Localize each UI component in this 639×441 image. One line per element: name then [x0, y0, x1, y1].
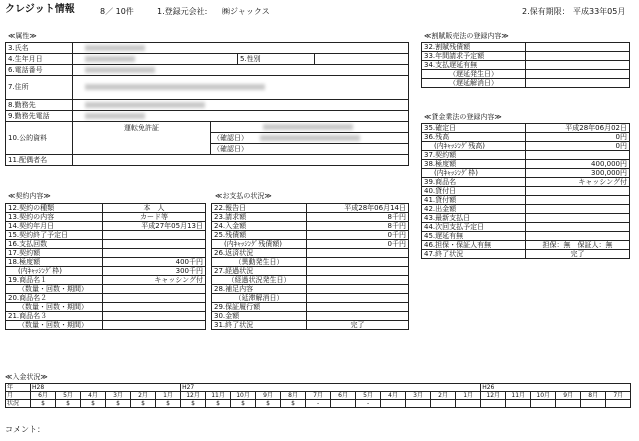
payment-value: 完了 [307, 321, 409, 330]
workplace-label: 8.勤務先 [6, 100, 73, 111]
payment-label: 26.返済状況 [212, 249, 307, 258]
installment-value [526, 70, 630, 79]
ml-value: 平成28年06月02日 [526, 124, 630, 133]
payment-label: 23.請求額 [212, 213, 307, 222]
contract-value: 400千円 [103, 258, 206, 267]
payment-label: (内ｷｬｯｼﾝｸﾞ残債額) [212, 240, 307, 249]
month-cell: 2月 [131, 392, 156, 400]
status-cell: - [306, 400, 331, 408]
company-label: 1.登録元会社: [157, 7, 208, 16]
installment-section-title: ≪割賦販売法の登録内容≫ [424, 32, 509, 40]
contract-value [103, 321, 206, 330]
redacted-work-phone [85, 113, 145, 119]
ml-label: 42.出金額 [422, 205, 526, 214]
month-cell: 4月 [81, 392, 106, 400]
month-cell: 12月 [181, 392, 206, 400]
ml-value [526, 223, 630, 232]
ml-value [526, 196, 630, 205]
installment-label: 33.年間請求予定額 [422, 52, 526, 61]
confirm-label-2: （確認日） [211, 144, 409, 155]
month-cell: 10月 [231, 392, 256, 400]
spouse-label: 11.配偶者名 [6, 155, 73, 166]
spouse-value [73, 155, 409, 166]
ml-label: (内ｷｬｯｼﾝｸﾞ残高) [422, 142, 526, 151]
payment-value: 平成28年06月14日 [307, 204, 409, 213]
status-cell: $ [231, 400, 256, 408]
contract-value: カード等 [103, 213, 206, 222]
history-table [5, 383, 631, 408]
work-phone-value [73, 111, 409, 122]
company-name: ㈱ジャックス [222, 7, 270, 16]
contract-table [5, 203, 206, 330]
payment-value [307, 276, 409, 285]
contract-label: 15.契約終了予定日 [6, 231, 103, 240]
sex-label: 5.性別 [238, 54, 315, 65]
month-cell: 5月 [56, 392, 81, 400]
payment-value [307, 258, 409, 267]
redacted-workplace [85, 102, 205, 108]
status-cell: $ [156, 400, 181, 408]
month-cell: 3月 [106, 392, 131, 400]
ml-label: 41.貸付額 [422, 196, 526, 205]
birth-value [73, 54, 238, 65]
ml-value: 0円 [526, 142, 630, 151]
payment-value [307, 303, 409, 312]
status-cell [381, 400, 406, 408]
ml-label: 37.契約額 [422, 151, 526, 160]
payment-value: 8千円 [307, 222, 409, 231]
contract-value [103, 240, 206, 249]
contract-label: 20.商品名２ [6, 294, 103, 303]
payment-value [307, 285, 409, 294]
contract-value: 平成27年05月13日 [103, 222, 206, 231]
ml-value: 担保：無 保証人：無 [526, 241, 630, 250]
installment-label: （遅延解消日） [422, 79, 526, 88]
month-cell: 5月 [356, 392, 381, 400]
contract-value [103, 312, 206, 321]
status-cell: $ [181, 400, 206, 408]
ml-label: 36.残高 [422, 133, 526, 142]
year-cell: H26 [481, 384, 631, 392]
ml-label: 46.担保・保証人有無 [422, 241, 526, 250]
payment-label: 30.金額 [212, 312, 307, 321]
installment-value [526, 52, 630, 61]
ml-label: 45.遅延有無 [422, 232, 526, 241]
month-cell: 7月 [606, 392, 631, 400]
payment-value [307, 294, 409, 303]
payment-value: 0千円 [307, 231, 409, 240]
ml-value [526, 205, 630, 214]
history-section-title: ≪入金状況≫ [5, 373, 48, 381]
ml-value [526, 187, 630, 196]
ml-label: 40.貸付日 [422, 187, 526, 196]
year-header: 年 [6, 384, 31, 392]
month-cell: 6月 [31, 392, 56, 400]
payment-value: 0千円 [307, 240, 409, 249]
payment-label: （延滞解消日） [212, 294, 307, 303]
id-value: 運転免許証 [73, 122, 211, 155]
month-cell: 11月 [206, 392, 231, 400]
installment-value [526, 79, 630, 88]
payment-label: 24.入金額 [212, 222, 307, 231]
payment-label: （経過状況発生日） [212, 276, 307, 285]
payment-value: 8千円 [307, 213, 409, 222]
retention-value: 平成33年05月 [573, 7, 626, 16]
id-number-cell [211, 122, 409, 133]
redacted-id-2 [260, 135, 360, 141]
payment-section-title: ≪お支払の状況≫ [215, 192, 272, 200]
status-cell: $ [56, 400, 81, 408]
month-cell: 7月 [306, 392, 331, 400]
month-cell: 2月 [431, 392, 456, 400]
contract-value [103, 285, 206, 294]
status-cell [581, 400, 606, 408]
ml-value: 300,000円 [526, 169, 630, 178]
contract-label: 19.商品名１ [6, 276, 103, 285]
payment-table [211, 203, 409, 330]
contract-value [103, 294, 206, 303]
month-cell: 9月 [556, 392, 581, 400]
ml-label: 39.商品名 [422, 178, 526, 187]
installment-label: 32.割賦残債額 [422, 43, 526, 52]
status-cell: $ [81, 400, 106, 408]
id-confirm-row-1 [211, 133, 409, 144]
ml-value: 400,000円 [526, 160, 630, 169]
attributes-table [5, 42, 409, 166]
birth-label: 4.生年月日 [6, 54, 73, 65]
status-cell [481, 400, 506, 408]
year-cell: H28 [31, 384, 181, 392]
moneylending-section-title: ≪貸金業法の登録内容≫ [424, 113, 502, 121]
installment-value [526, 61, 630, 70]
payment-value [307, 267, 409, 276]
ml-label: 43.最新支払日 [422, 214, 526, 223]
status-cell [606, 400, 631, 408]
ml-label: (内ｷｬｯｼﾝｸﾞ枠) [422, 169, 526, 178]
status-header: 状況 [6, 400, 31, 408]
status-cell [556, 400, 581, 408]
ml-label: 47.終了状況 [422, 250, 526, 259]
contract-value: 本 人 [103, 204, 206, 213]
month-cell: 3月 [406, 392, 431, 400]
installment-value [526, 43, 630, 52]
payment-value [307, 249, 409, 258]
contract-label: 14.契約年月日 [6, 222, 103, 231]
status-cell [431, 400, 456, 408]
name-label: 3.氏名 [6, 43, 73, 54]
payment-label: 25.残債額 [212, 231, 307, 240]
redacted-address [85, 84, 265, 90]
status-cell [506, 400, 531, 408]
month-cell: 1月 [456, 392, 481, 400]
contract-value [103, 303, 206, 312]
address-value [73, 76, 409, 100]
workplace-value [73, 100, 409, 111]
redacted-birth [85, 56, 135, 62]
status-cell: $ [206, 400, 231, 408]
ml-label: 44.次回支払予定日 [422, 223, 526, 232]
contract-label: （数量・回数・期間） [6, 321, 103, 330]
attributes-section-title: ≪属性≫ [8, 32, 37, 40]
month-cell: 1月 [156, 392, 181, 400]
payment-label: 27.経過状況 [212, 267, 307, 276]
work-phone-label: 9.勤務先電話 [6, 111, 73, 122]
status-cell: - [356, 400, 381, 408]
confirm-label-1: （確認日） [213, 133, 248, 142]
contract-label: 12.契約の種類 [6, 204, 103, 213]
ml-value: 完了 [526, 250, 630, 259]
name-value [73, 43, 409, 54]
status-cell [406, 400, 431, 408]
month-header: 月 [6, 392, 31, 400]
contract-section-title: ≪契約内容≫ [8, 192, 51, 200]
payment-label: 29.保証履行額 [212, 303, 307, 312]
month-cell: 12月 [481, 392, 506, 400]
contract-value: キャッシング付 [103, 276, 206, 285]
redacted-name [85, 45, 145, 51]
payment-label: 31.終了状況 [212, 321, 307, 330]
status-cell [331, 400, 356, 408]
installment-label: （遅延発生日） [422, 70, 526, 79]
payment-value [307, 312, 409, 321]
address-label: 7.住所 [6, 76, 73, 100]
page-title: クレジット情報 [5, 4, 75, 15]
comment-label: コメント： [5, 425, 45, 434]
ml-value [526, 151, 630, 160]
contract-value: 300千円 [103, 267, 206, 276]
month-cell: 11月 [506, 392, 531, 400]
contract-label: 17.契約額 [6, 249, 103, 258]
ml-value [526, 232, 630, 241]
payment-label: 28.補足内容 [212, 285, 307, 294]
month-cell: 9月 [256, 392, 281, 400]
moneylending-table [421, 123, 630, 259]
contract-label: （数量・回数・期間） [6, 285, 103, 294]
contract-label: 16.支払回数 [6, 240, 103, 249]
contract-value [103, 249, 206, 258]
status-cell [531, 400, 556, 408]
year-cell: H27 [181, 384, 481, 392]
ml-label: 38.極度額 [422, 160, 526, 169]
month-cell: 8月 [281, 392, 306, 400]
month-cell: 10月 [531, 392, 556, 400]
ml-label: 35.確定日 [422, 124, 526, 133]
id-label: 10.公的資料 [6, 122, 73, 155]
status-cell [456, 400, 481, 408]
retention-label: 2.保有期限： [522, 7, 570, 16]
month-cell: 4月 [381, 392, 406, 400]
redacted-id [263, 124, 353, 130]
contract-label: 18.極度額 [6, 258, 103, 267]
phone-label: 6.電話番号 [6, 65, 73, 76]
contract-label: (内ｷｬｯｼﾝｸﾞ枠) [6, 267, 103, 276]
phone-value [73, 65, 409, 76]
redacted-phone [85, 67, 155, 73]
contract-label: 21.商品名３ [6, 312, 103, 321]
status-cell: $ [256, 400, 281, 408]
status-cell: $ [106, 400, 131, 408]
month-cell: 8月 [581, 392, 606, 400]
page-counter: 8／ 10件 [100, 7, 134, 16]
payment-label: （異動発生日） [212, 258, 307, 267]
contract-label: （数量・回数・期間） [6, 303, 103, 312]
status-cell: $ [281, 400, 306, 408]
ml-value: 0円 [526, 133, 630, 142]
status-cell: $ [131, 400, 156, 408]
sex-value [315, 54, 409, 65]
month-cell: 6月 [331, 392, 356, 400]
ml-value: キャッシング付 [526, 178, 630, 187]
contract-value [103, 231, 206, 240]
status-cell: $ [31, 400, 56, 408]
contract-label: 13.契約の内容 [6, 213, 103, 222]
installment-table [421, 42, 630, 88]
ml-value [526, 214, 630, 223]
payment-label: 22.報告日 [212, 204, 307, 213]
installment-label: 34.支払遅延有無 [422, 61, 526, 70]
